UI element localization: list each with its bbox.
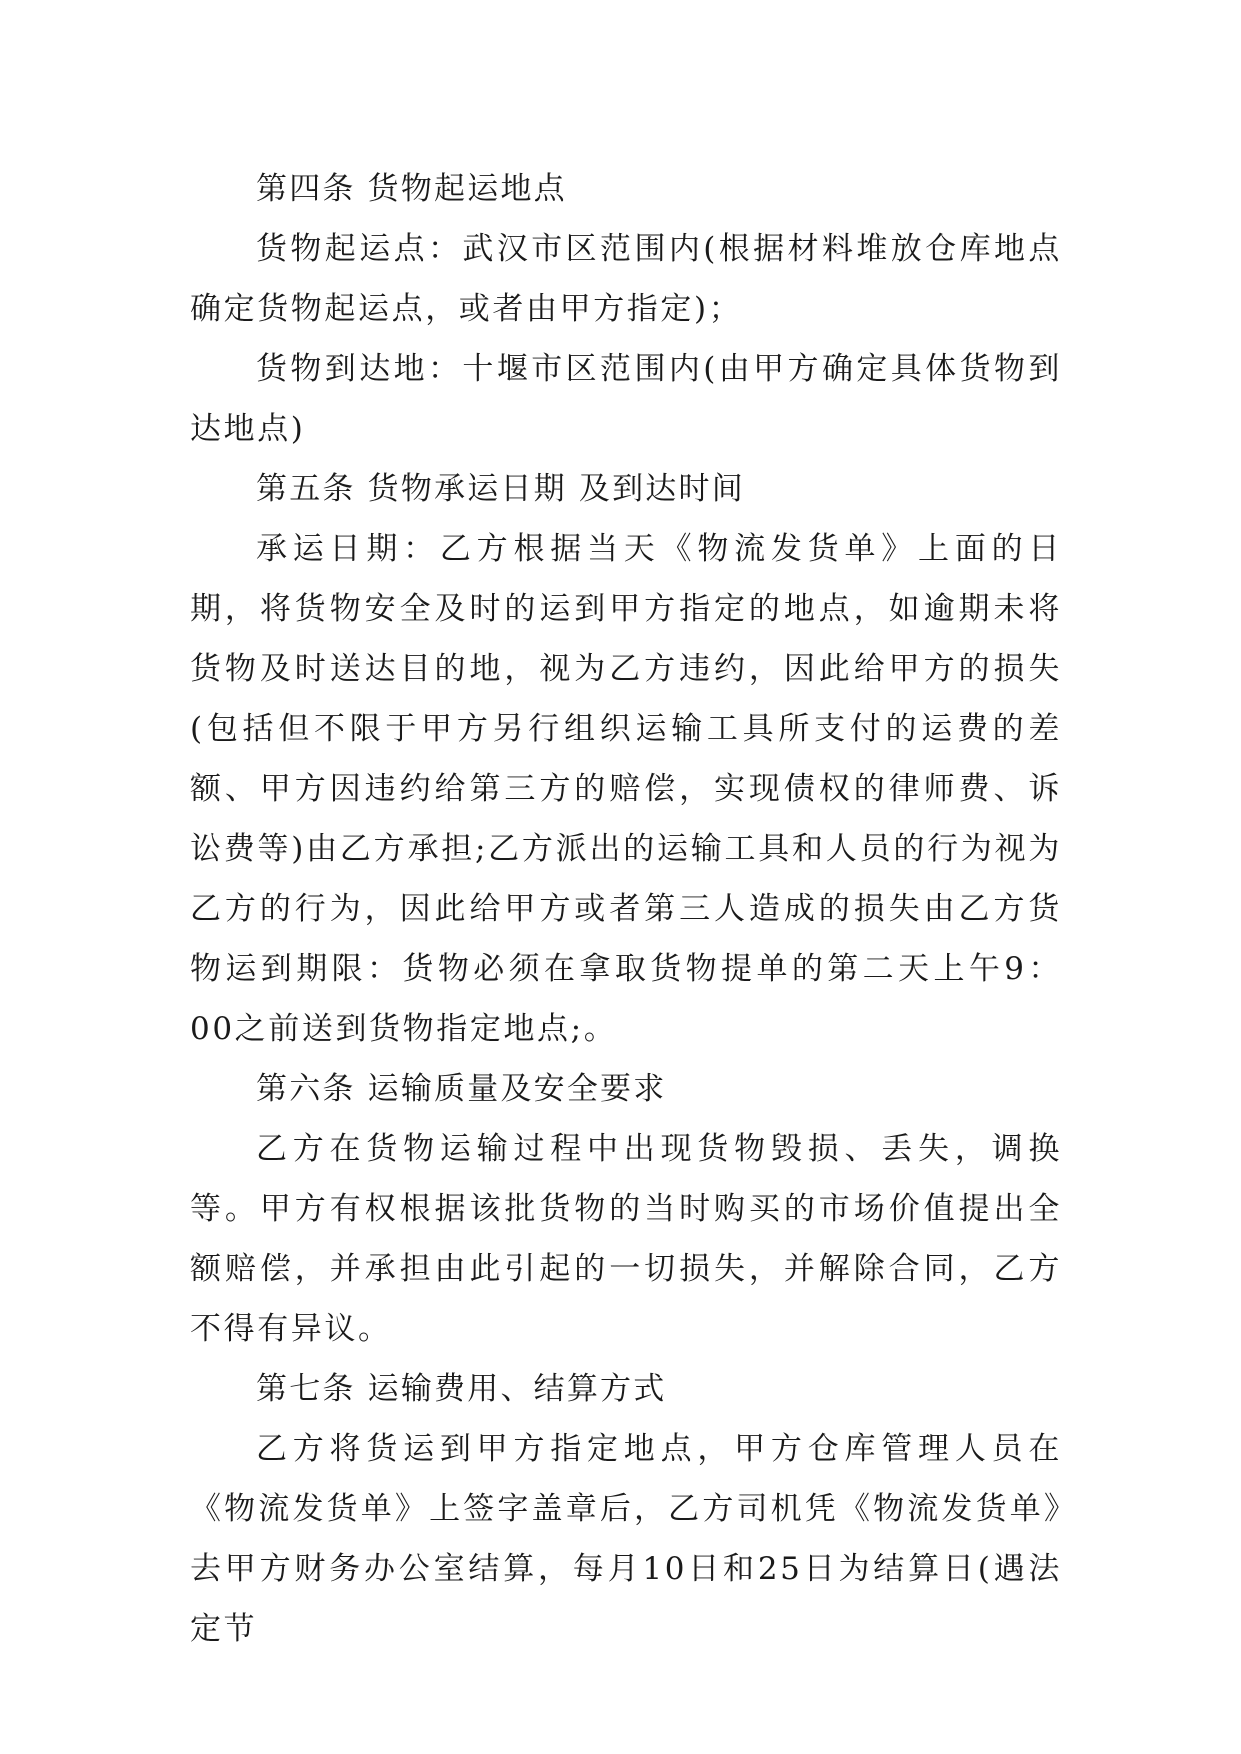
article-4-origin-paragraph: 货物起运点：武汉市区范围内(根据材料堆放仓库地点确定货物起运点，或者由甲方指定)； <box>190 231 1062 327</box>
article-6-body-paragraph: 乙方在货物运输过程中出现货物毁损、丢失，调换等。甲方有权根据该批货物的当时购买的市场价值提出全额赔偿，并承担由此引起的一切损失，并解除合同，乙方不得有异议。 <box>190 1131 1062 1347</box>
article-7-body-paragraph: 乙方将货运到甲方指定地点，甲方仓库管理人员在《物流发货单》上签字盖章后，乙方司机凭《物流发货单》去甲方财务办公室结算，每月10日和25日为结算日(遇法定节 <box>190 1431 1062 1647</box>
article-5-body-paragraph: 承运日期：乙方根据当天《物流发货单》上面的日期，将货物安全及时的运到甲方指定的地点，如逾期未将货物及时送达目的地，视为乙方违约，因此给甲方的损失(包括但不限于甲方另行组织运输工具所支付的运费的差额、甲方因违约给第三方的赔偿，实现债权的律师费、诉讼费等)由乙方承担;乙方派出的运输工具和人员的行为视为乙方的行为，因此给甲方或者第三人造成的损失由乙方货物运到期限：货物必须在拿取货物提单的第二天上午9：00之前送到货物指定地点;。 <box>190 531 1062 1047</box>
document-body <box>190 159 1062 1659</box>
article-5-heading: 第五条 货物承运日期 及到达时间 <box>256 471 745 507</box>
article-7-heading: 第七条 运输费用、结算方式 <box>256 1371 667 1407</box>
article-4-heading: 第四条 货物起运地点 <box>256 171 567 207</box>
article-4-destination-paragraph: 货物到达地：十堰市区范围内(由甲方确定具体货物到达地点) <box>190 351 1062 447</box>
article-6-heading: 第六条 运输质量及安全要求 <box>256 1071 667 1107</box>
